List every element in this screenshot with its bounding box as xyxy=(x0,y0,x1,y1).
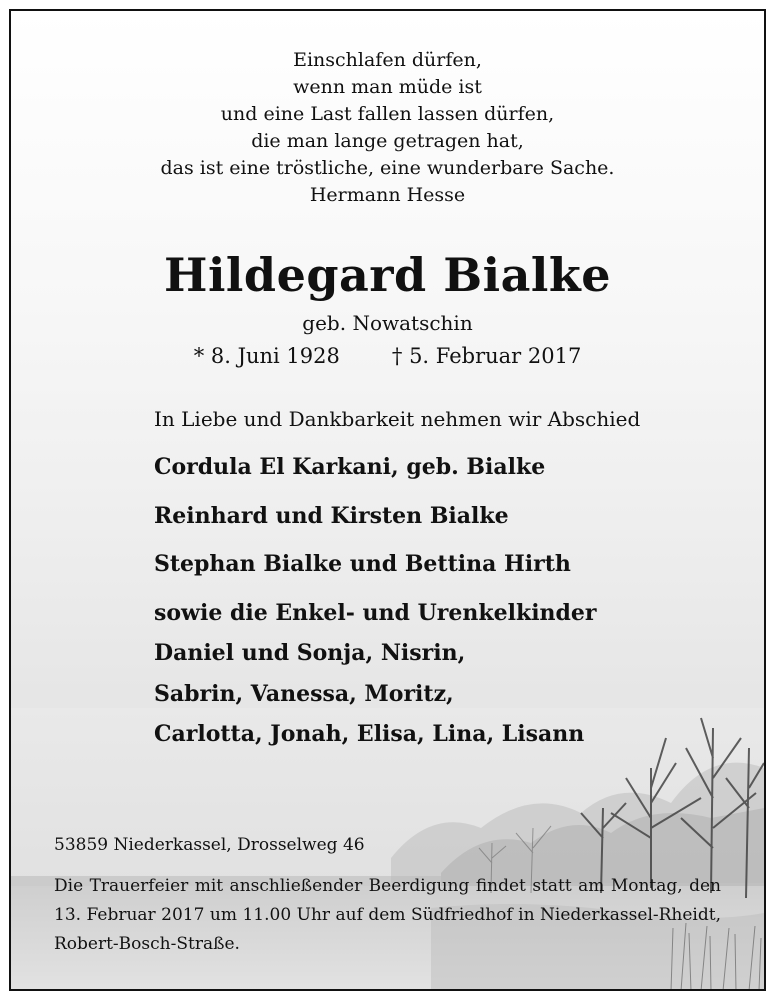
mourner-name: sowie die Enkel- und Urenkelkinder xyxy=(154,600,597,626)
funeral-notice xyxy=(54,872,721,959)
funeral-line: 13. Februar 2017 um 11.00 Uhr auf dem Südfriedhof in Niederkassel-Rheidt, xyxy=(54,905,721,925)
poem-line: Einschlafen dürfen, xyxy=(293,49,482,71)
family-address: 53859 Niederkassel, Drosselweg 46 xyxy=(54,835,365,855)
mourner-name: Carlotta, Jonah, Elisa, Lina, Lisann xyxy=(154,721,585,747)
poem xyxy=(11,47,764,209)
mourner-name: Daniel und Sonja, Nisrin, xyxy=(154,640,466,666)
farewell-intro: In Liebe und Dankbarkeit nehmen wir Abschied xyxy=(154,407,641,431)
funeral-line: Robert-Bosch-Straße. xyxy=(54,934,240,954)
birth-date: * 8. Juni 1928 xyxy=(193,344,340,368)
mourner-name: Reinhard und Kirsten Bialke xyxy=(154,503,509,529)
poem-line: das ist eine tröstliche, eine wunderbare Sache. xyxy=(160,157,615,179)
poem-line: und eine Last fallen lassen dürfen, xyxy=(220,103,555,125)
death-date: † 5. Februar 2017 xyxy=(391,344,582,368)
mourner-name: Cordula El Karkani, geb. Bialke xyxy=(154,454,546,480)
poem-line: wenn man müde ist xyxy=(293,76,482,98)
mourner-name: Sabrin, Vanessa, Moritz, xyxy=(154,681,454,707)
obituary-card xyxy=(9,9,766,991)
poem-author: Hermann Hesse xyxy=(309,184,466,206)
deceased-name: Hildegard Bialke xyxy=(164,248,611,302)
life-dates xyxy=(11,344,764,368)
poem-line: die man lange getragen hat, xyxy=(251,130,524,152)
funeral-line: Die Trauerfeier mit anschließender Beerdigung findet statt am Montag, den xyxy=(54,876,721,896)
mourner-name: Stephan Bialke und Bettina Hirth xyxy=(154,551,571,577)
maiden-name: geb. Nowatschin xyxy=(302,311,473,335)
